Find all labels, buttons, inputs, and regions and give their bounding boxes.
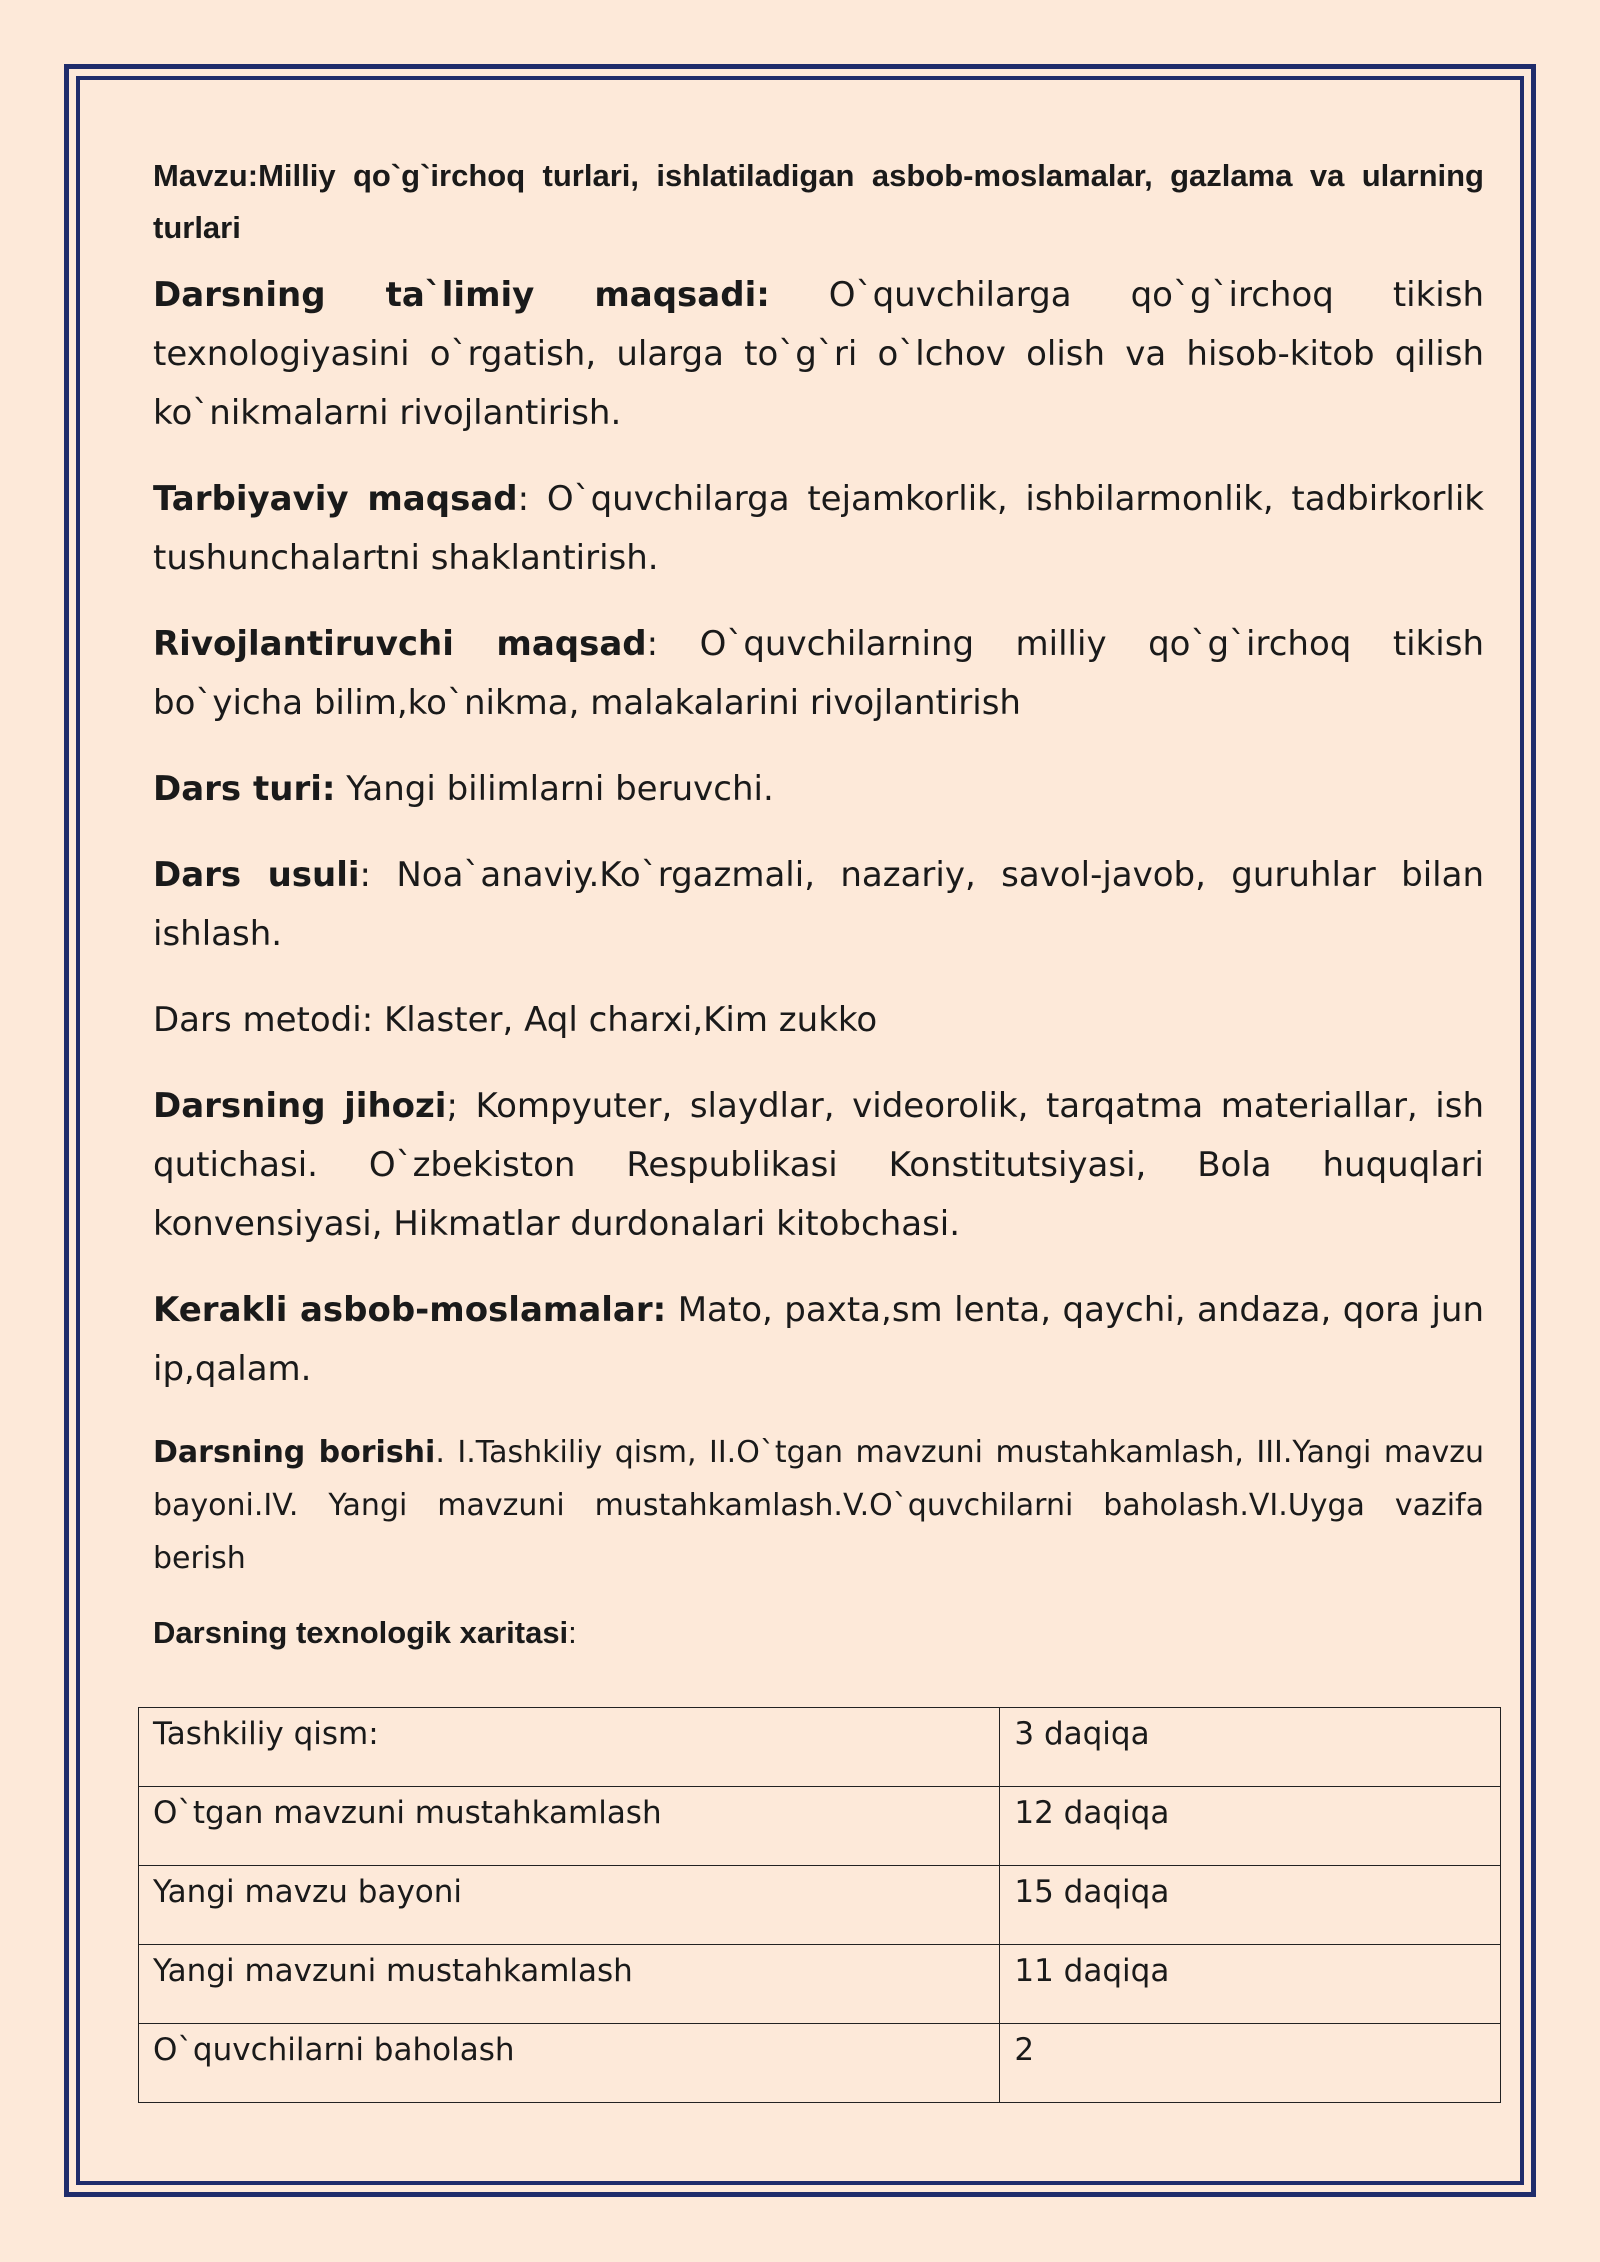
section-label: Rivojlantiruvchi maqsad bbox=[153, 624, 647, 664]
table-cell-time: 15 daqiqa bbox=[1000, 1866, 1501, 1945]
lesson-topic: Mavzu:Milliy qo`g`irchoq turlari, ishlatiladigan asbob-moslamalar, gazlama va ularning turlari bbox=[153, 158, 1484, 245]
section-text: . I.Tashkiliy qism, II.O`tgan mavzuni mustahkamlash, III.Yangi mavzu bayoni.IV. Yangi mavzuni mustahkamlash.V.O`quvchilarni baholash.VI.Uyga vazifa berish bbox=[153, 1435, 1484, 1576]
section-label: Darsning ta`limiy maqsadi: bbox=[153, 275, 770, 315]
table-row bbox=[139, 1866, 1501, 1945]
table-cell-time: 12 daqiqa bbox=[1000, 1787, 1501, 1866]
section-jihozi bbox=[153, 1077, 1484, 1254]
table-cell-step: Tashkiliy qism: bbox=[139, 1708, 1000, 1787]
section-asbob bbox=[153, 1281, 1484, 1399]
section-talimiy bbox=[153, 266, 1484, 443]
table-cell-step: O`quvchilarni baholash bbox=[139, 2024, 1000, 2103]
table-cell-step: Yangi mavzuni mustahkamlash bbox=[139, 1945, 1000, 2024]
table-row bbox=[139, 2024, 1501, 2103]
section-label: Darsning jihozi bbox=[153, 1086, 447, 1126]
xarita-label: Darsning texnologik xaritasi bbox=[153, 1615, 569, 1650]
document-body bbox=[153, 150, 1484, 1683]
table-row bbox=[139, 1708, 1501, 1787]
table-row bbox=[139, 1787, 1501, 1866]
section-text: ; Kompyuter, slaydlar, videorolik, tarqatma materiallar, ish qutichasi. O`zbekiston Respublikasi Konstitutsiyasi, Bola huquqlari konvensiyasi, Hikmatlar durdonalari kitobchasi. bbox=[153, 1086, 1484, 1244]
section-dars-usuli bbox=[153, 846, 1484, 964]
section-text: Mato, paxta,sm lenta, qaychi, andaza, qora jun ip,qalam. bbox=[153, 1290, 1484, 1389]
section-borishi bbox=[153, 1426, 1484, 1585]
section-label: Dars turi: bbox=[153, 769, 336, 809]
table-cell-step: Yangi mavzu bayoni bbox=[139, 1866, 1000, 1945]
xarita-heading bbox=[153, 1607, 1484, 1659]
section-label: Tarbiyaviy maqsad bbox=[153, 479, 518, 519]
section-dars-metodi bbox=[153, 991, 1484, 1050]
section-label: Dars usuli bbox=[153, 855, 360, 895]
section-dars-turi bbox=[153, 760, 1484, 819]
table-cell-time: 3 daqiqa bbox=[1000, 1708, 1501, 1787]
xarita-suffix: : bbox=[568, 1615, 577, 1650]
section-text: : O`quvchilarning milliy qo`g`irchoq tikish bo`yicha bilim,ko`nikma, malakalarini rivojlantirish bbox=[153, 624, 1484, 723]
section-tarbiyaviy bbox=[153, 470, 1484, 588]
section-text: Dars metodi: Klaster, Aql charxi,Kim zukko bbox=[153, 1000, 878, 1040]
section-rivojlantiruvchi bbox=[153, 615, 1484, 733]
table-cell-step: O`tgan mavzuni mustahkamlash bbox=[139, 1787, 1000, 1866]
table-row bbox=[139, 1945, 1501, 2024]
section-text: : O`quvchilarga tejamkorlik, ishbilarmonlik, tadbirkorlik tushunchalartni shaklantirish. bbox=[153, 479, 1484, 578]
section-label: Kerakli asbob-moslamalar: bbox=[153, 1290, 667, 1330]
section-label: Darsning borishi bbox=[153, 1435, 436, 1470]
table-cell-time: 11 daqiqa bbox=[1000, 1945, 1501, 2024]
section-text: Yangi bilimlarni beruvchi. bbox=[335, 769, 774, 809]
technology-map-table bbox=[138, 1707, 1501, 2103]
section-text: O`quvchilarga qo`g`irchoq tikish texnologiyasini o`rgatish, ularga to`g`ri o`lchov olish va hisob-kitob qilish ko`nikmalarni rivojlantirish. bbox=[153, 275, 1484, 433]
section-text: : Noa`anaviy.Ko`rgazmali, nazariy, savol-javob, guruhlar bilan ishlash. bbox=[153, 855, 1484, 954]
table-cell-time: 2 bbox=[1000, 2024, 1501, 2103]
